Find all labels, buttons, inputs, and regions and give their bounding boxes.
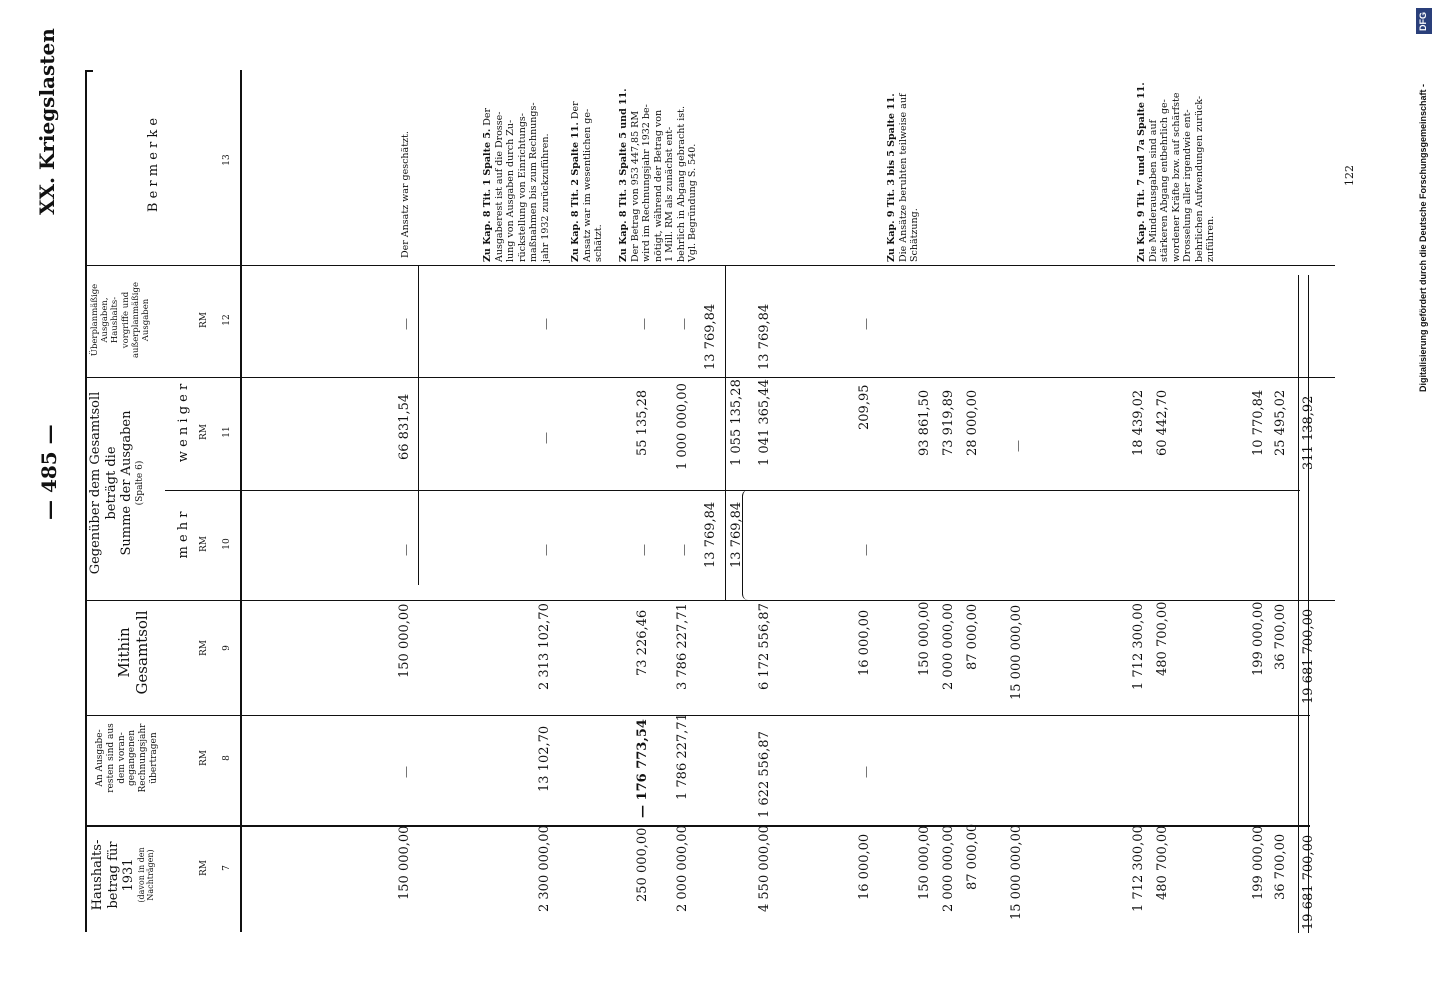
table-header-label: 12 xyxy=(222,314,232,326)
header-col10: m e h r xyxy=(176,511,191,559)
page-number: — 485 — xyxy=(37,424,61,520)
table-cell: — xyxy=(859,544,873,556)
table-cell: 13 769,84 xyxy=(703,501,718,568)
header-col13: B e r m e r k e xyxy=(146,117,161,213)
table-cell: 1 000 000,00 xyxy=(675,383,690,470)
table-cell: — xyxy=(1011,440,1025,452)
table-cell: 19 681 700,00 xyxy=(1301,834,1316,930)
table-cell: 209,95 xyxy=(857,384,872,430)
table-cell: — xyxy=(539,318,553,330)
table-cell: 2 000 000,00 xyxy=(941,603,956,690)
rule-line xyxy=(725,265,726,600)
table-cell: 2 000 000,00 xyxy=(675,825,690,912)
rule-line xyxy=(1298,275,1299,933)
table-cell: 150 000,00 xyxy=(397,603,412,678)
table-header-label: RM xyxy=(199,536,209,552)
table-cell: 6 172 556,87 xyxy=(757,603,772,690)
remark-3: Zu Kap. 8 Tit. 2 Spalte 11. Der Ansatz war im wesentlichen ge- schätzt. xyxy=(570,101,605,262)
rule-line xyxy=(85,600,1335,601)
table-cell: 13 769,84 xyxy=(757,303,772,370)
table-cell: 10 770,84 xyxy=(1251,389,1266,456)
rule-line xyxy=(85,715,1310,716)
table-cell: 1 712 300,00 xyxy=(1131,825,1146,912)
dfg-logo xyxy=(1416,8,1432,34)
table-cell: 16 000,00 xyxy=(857,609,872,676)
rule-line xyxy=(240,70,242,932)
table-cell: 60 442,70 xyxy=(1155,389,1170,456)
remark-6: Zu Kap. 9 Tit. 7 und 7a Spalte 11. Die Minderausgaben sind auf stärkeren Abgang entbehrlich ge- wordener Kräfte bzw. auf schärfste Drosselung aller irgendwie ent- behrlichen Aufwendungen zurück- zuführen. xyxy=(1136,82,1217,262)
rule-line xyxy=(418,265,419,585)
table-cell: — xyxy=(859,766,873,778)
table-cell: 55 135,28 xyxy=(635,389,650,456)
table-cell: 15 000 000,00 xyxy=(1009,604,1024,700)
table-cell: 73 919,89 xyxy=(941,389,956,456)
header-col9: Mithin Gesamtsoll xyxy=(115,610,151,695)
remark-1: Der Ansatz war geschätzt. xyxy=(400,131,411,258)
table-cell: 87 000,00 xyxy=(965,603,980,670)
table-header-label: 11 xyxy=(222,426,232,438)
table-cell: — 176 773,54 xyxy=(635,719,650,818)
header-col7: Haushalts- betrag für 1931 (davon in den Nachträgen) xyxy=(90,839,156,911)
header-col11: w e n i g e r xyxy=(176,383,191,463)
table-cell: 1 041 365,44 xyxy=(757,379,772,466)
side-credit: Digitalisierung gefördert durch die Deutsche Forschungsgemeinschaft - xyxy=(1418,83,1428,392)
table-cell: 311 138,92 xyxy=(1301,395,1316,470)
remark-2: Zu Kap. 8 Tit. 1 Spalte 5. Der Ausgaberest ist auf die Drosse- lung von Ausgaben durch Zu- rückstellung von Einrichtungs- maßnahmen bis zum Rechnungs- jahr 1932 zurückzuführen. xyxy=(482,102,551,262)
table-cell: 150 000,00 xyxy=(917,825,932,900)
table-cell: 36 700,00 xyxy=(1273,603,1288,670)
table-cell: — xyxy=(399,318,413,330)
header-group: Gegenüber dem Gesamtsoll beträgt die Summe der Ausgaben (Spalte 6) xyxy=(88,391,145,575)
table-cell: — xyxy=(677,544,691,556)
table-cell: 3 786 227,71 xyxy=(675,603,690,690)
table-cell: 36 700,00 xyxy=(1273,833,1288,900)
table-header-label: RM xyxy=(199,312,209,328)
table-header-label: 8 xyxy=(222,755,232,761)
table-header-label: RM xyxy=(199,860,209,876)
table-cell: 150 000,00 xyxy=(917,601,932,676)
remark-5: Zu Kap. 9 Tit. 3 bis 5 Spalte 11. Die Ansätze beruhten teilweise auf Schätzung. xyxy=(886,93,921,262)
rule-line xyxy=(85,265,1335,266)
table-cell: — xyxy=(859,318,873,330)
table-cell: 480 700,00 xyxy=(1155,601,1170,676)
table-header-label: 13 xyxy=(222,154,232,166)
table-cell: 250 000,00 xyxy=(635,827,650,902)
table-cell: 73 226,46 xyxy=(635,609,650,676)
table-header-label: RM xyxy=(199,640,209,656)
table-cell: 480 700,00 xyxy=(1155,825,1170,900)
table-cell: 199 000,00 xyxy=(1251,825,1266,900)
table-cell: 4 550 000,00 xyxy=(757,825,772,912)
table-header-label: 10 xyxy=(222,538,232,550)
table-cell: — xyxy=(399,544,413,556)
table-cell: 87 000,00 xyxy=(965,823,980,890)
table-cell: 18 439,02 xyxy=(1131,389,1146,456)
folio: 122 xyxy=(1343,165,1356,186)
running-head: XX. Kriegslasten xyxy=(35,28,59,215)
brace xyxy=(742,490,753,600)
table-cell: 2 000 000,00 xyxy=(941,825,956,912)
table-cell: 1 055 135,28 xyxy=(729,379,744,466)
table-cell: 13 769,84 xyxy=(729,501,744,568)
table-cell: 15 000 000,00 xyxy=(1009,824,1024,920)
table-cell: — xyxy=(677,318,691,330)
table-cell: 19 681 700,00 xyxy=(1301,608,1316,704)
table-cell: 2 300 000,00 xyxy=(537,825,552,912)
header-col8: An Ausgabe- resten sind aus dem voran- gegangenen Rechnungsjahr übertragen xyxy=(95,723,159,793)
rule-line xyxy=(85,70,87,932)
table-cell: 150 000,00 xyxy=(397,825,412,900)
table-cell: 199 000,00 xyxy=(1251,601,1266,676)
table-cell: 1 622 556,87 xyxy=(757,731,772,818)
table-cell: 13 769,84 xyxy=(703,303,718,370)
table-header-label: 9 xyxy=(222,645,232,651)
table-cell: 1 712 300,00 xyxy=(1131,603,1146,690)
rule-line xyxy=(85,377,1335,378)
remark-4: Zu Kap. 8 Tit. 3 Spalte 5 und 11. Der Betrag von 953 447,85 RM wird im Rechnungsjahr 1932 be- nötigt, während der Betrag von 1 Mill. RM als zunächst ent- behrlich in Abgang gebracht ist. Vgl. Begründung S. 540. xyxy=(618,88,699,262)
table-cell: 28 000,00 xyxy=(965,389,980,456)
table-header-label: RM xyxy=(199,424,209,440)
table-cell: 25 495,02 xyxy=(1273,389,1288,456)
table-cell: 66 831,54 xyxy=(397,393,412,460)
table-cell: — xyxy=(539,544,553,556)
table-header-label: 7 xyxy=(222,865,232,871)
table-cell: — xyxy=(637,318,651,330)
table-cell: — xyxy=(539,432,553,444)
rule-line xyxy=(165,490,1300,491)
table-cell: 1 786 227,71 xyxy=(675,713,690,800)
table-cell: — xyxy=(637,544,651,556)
table-cell: 93 861,50 xyxy=(917,389,932,456)
rule-line xyxy=(85,825,1310,827)
table-cell: — xyxy=(399,766,413,778)
table-cell: 2 313 102,70 xyxy=(537,603,552,690)
header-col12: Überplanmäßige Ausgaben, Haushalts- vorgriffe und außerplanmäßige Ausgaben xyxy=(90,282,151,359)
table-header-label: RM xyxy=(199,750,209,766)
rule-line xyxy=(85,70,93,72)
table-cell: 16 000,00 xyxy=(857,833,872,900)
table-header-label: DFG xyxy=(1418,12,1428,31)
table-cell: 13 102,70 xyxy=(537,725,552,792)
